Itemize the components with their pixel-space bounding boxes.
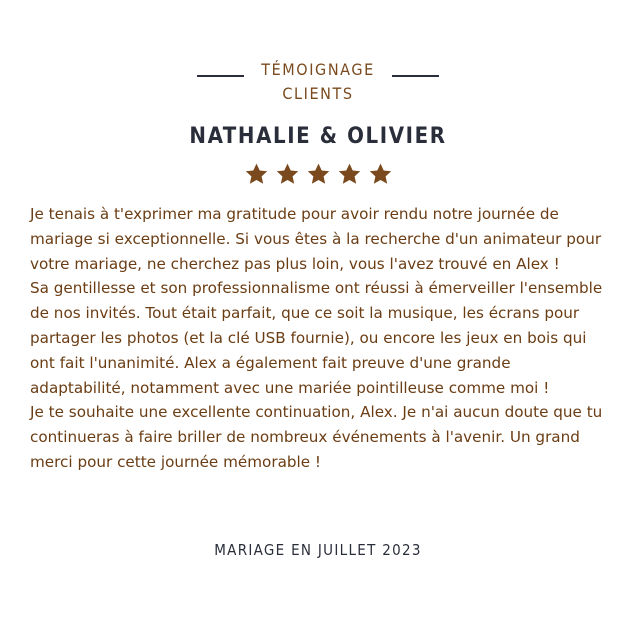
testimonial-paragraph-3: Je te souhaite une excellente continuation, Alex. Je n'ai aucun doute que tu continueras à faire briller de nombreux événements à l'avenir. Un grand merci pour cette journée mémorable ! [30, 403, 603, 471]
right-divider [392, 75, 439, 77]
left-divider [197, 75, 244, 77]
testimonial-paragraph-2: Sa gentillesse et son professionnalisme ont réussi à émerveiller l'ensemble de nos invités. Tout était parfait, que ce soit la musique, les écrans pour partager les photos (et la clé USB fournie), ou encore les jeux en bois qui ont fait l'unanimité. Alex a également fait preuve d'une grande adaptabilité, notamment avec une mariée pointilleuse comme moi ! [30, 279, 603, 397]
star-icon [244, 162, 269, 187]
kicker-line-1: TÉMOIGNAGE [261, 60, 375, 79]
star-icon [337, 162, 362, 187]
star-icon [275, 162, 300, 187]
testimonial-paragraph-1: Je tenais à t'exprimer ma gratitude pour avoir rendu notre journée de mariage si exceptionnelle. Si vous êtes à la recherche d'un animateur pour votre mariage, ne cherchez pas plus loin, vous l'avez trouvé en Alex ! [30, 205, 602, 273]
testimonial-author: NATHALIE & OLIVIER [189, 124, 447, 149]
section-kicker [244, 58, 392, 106]
star-rating [0, 162, 636, 187]
event-caption: MARIAGE EN JUILLET 2023 [214, 541, 422, 559]
star-icon [306, 162, 331, 187]
testimonial-body [30, 202, 610, 475]
section-header [0, 58, 636, 106]
kicker-line-2: CLIENTS [282, 84, 354, 103]
star-icon [368, 162, 393, 187]
